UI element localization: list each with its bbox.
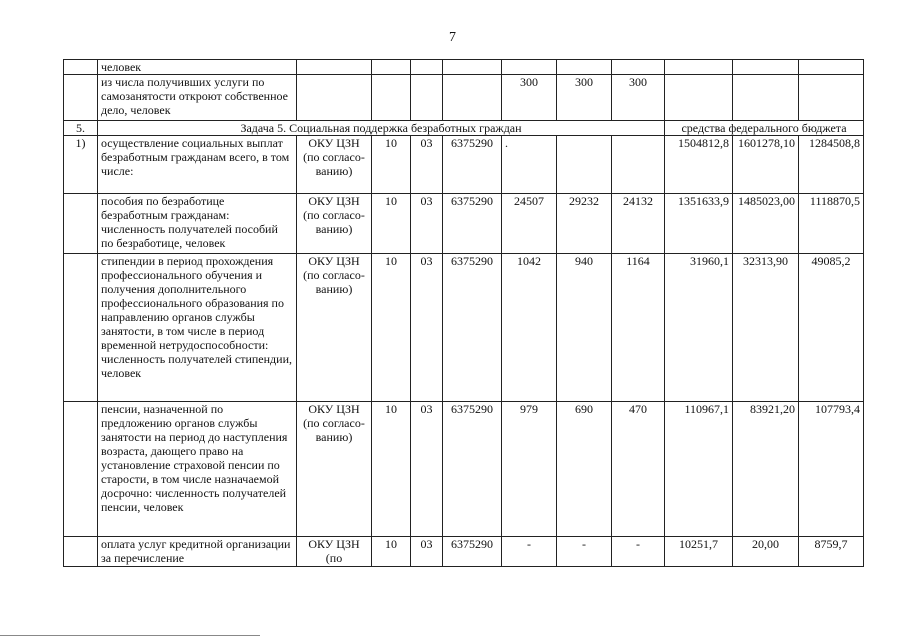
- page-number: 7: [449, 30, 456, 45]
- description-cell: пенсии, назначенной по предложению органов службы занятости на период до наступления возраста, дающего право на установление страховой пенсии по старости, в том числе назначаемой досрочно: численность получателей пенсии, человек: [98, 402, 297, 537]
- row-number-cell: [64, 402, 98, 537]
- table-row: [64, 537, 864, 567]
- indicator-cell: 1164: [612, 254, 665, 402]
- funding-cell: [733, 60, 799, 75]
- code-cell: [443, 75, 502, 121]
- executor-cell: ОКУ ЦЗН (по согласо- ванию): [297, 194, 372, 254]
- funding-cell: [799, 60, 864, 75]
- funding-cell: 83921,20: [733, 402, 799, 537]
- indicator-cell: 300: [557, 75, 612, 121]
- code-cell: 6375290: [443, 402, 502, 537]
- funding-cell: 110967,1: [665, 402, 733, 537]
- code-cell: [372, 60, 411, 75]
- executor-cell: ОКУ ЦЗН (по согласо- ванию): [297, 254, 372, 402]
- code-cell: 6375290: [443, 194, 502, 254]
- code-cell: 03: [411, 254, 443, 402]
- code-cell: 03: [411, 537, 443, 567]
- funding-cell: [733, 75, 799, 121]
- task-row: [64, 121, 864, 136]
- funding-source: средства федерального бюджета: [665, 121, 864, 136]
- executor-cell: ОКУ ЦЗН (по согласо- ванию): [297, 402, 372, 537]
- funding-cell: 10251,7: [665, 537, 733, 567]
- code-cell: 6375290: [443, 136, 502, 194]
- funding-cell: 1284508,8: [799, 136, 864, 194]
- indicator-cell: -: [502, 537, 557, 567]
- code-cell: 10: [372, 254, 411, 402]
- indicator-cell: [612, 60, 665, 75]
- executor-cell: [297, 60, 372, 75]
- indicator-cell: 690: [557, 402, 612, 537]
- indicator-cell: 940: [557, 254, 612, 402]
- row-number-cell: [64, 254, 98, 402]
- executor-cell: ОКУ ЦЗН (по: [297, 537, 372, 567]
- task-title: Задача 5. Социальная поддержка безработных граждан: [98, 121, 665, 136]
- funding-cell: 8759,7: [799, 537, 864, 567]
- indicator-cell: 1042: [502, 254, 557, 402]
- table-row: [64, 402, 864, 537]
- table-row: [64, 194, 864, 254]
- code-cell: 03: [411, 136, 443, 194]
- funding-cell: 1351633,9: [665, 194, 733, 254]
- row-number-cell: [64, 60, 98, 75]
- code-cell: [443, 60, 502, 75]
- indicator-cell: [557, 136, 612, 194]
- indicator-cell: -: [612, 537, 665, 567]
- funding-cell: 1504812,8: [665, 136, 733, 194]
- funding-cell: 20,00: [733, 537, 799, 567]
- code-cell: 10: [372, 402, 411, 537]
- code-cell: 03: [411, 194, 443, 254]
- code-cell: [372, 75, 411, 121]
- table-row: [64, 60, 864, 75]
- footnote-rule: [0, 635, 260, 636]
- funding-cell: [665, 75, 733, 121]
- indicator-cell: 470: [612, 402, 665, 537]
- indicator-cell: 29232: [557, 194, 612, 254]
- funding-cell: 32313,90: [733, 254, 799, 402]
- funding-cell: 107793,4: [799, 402, 864, 537]
- code-cell: 03: [411, 402, 443, 537]
- indicator-cell: 300: [502, 75, 557, 121]
- code-cell: 10: [372, 136, 411, 194]
- code-cell: 6375290: [443, 537, 502, 567]
- funding-cell: [665, 60, 733, 75]
- code-cell: 6375290: [443, 254, 502, 402]
- row-number-cell: 5.: [64, 121, 98, 136]
- row-number-cell: [64, 194, 98, 254]
- code-cell: [411, 75, 443, 121]
- code-cell: [411, 60, 443, 75]
- description-cell: пособия по безработице безработным гражданам: численность получателей пособий по безработице, человек: [98, 194, 297, 254]
- indicator-cell: -: [557, 537, 612, 567]
- indicator-cell: 979: [502, 402, 557, 537]
- indicator-cell: 300: [612, 75, 665, 121]
- funding-cell: 49085,2: [799, 254, 864, 402]
- description-cell: стипендии в период прохождения профессионального обучения и получения дополнительного профессионального образования по направлению органов службы занятости, в том числе в период временной нетрудоспособности: численность получателей стипендии, человек: [98, 254, 297, 402]
- table-row: [64, 254, 864, 402]
- indicator-cell: .: [502, 136, 557, 194]
- row-number-cell: [64, 75, 98, 121]
- description-cell: человек: [98, 60, 297, 75]
- code-cell: 10: [372, 537, 411, 567]
- indicator-cell: [557, 60, 612, 75]
- description-cell: из числа получивших услуги по самозанятости откроют собственное дело, человек: [98, 75, 297, 121]
- description-cell: оплата услуг кредитной организации за перечисление: [98, 537, 297, 567]
- executor-cell: [297, 75, 372, 121]
- description-cell: осуществление социальных выплат безработным гражданам всего, в том числе:: [98, 136, 297, 194]
- program-table: [63, 59, 864, 567]
- funding-cell: 1485023,00: [733, 194, 799, 254]
- indicator-cell: 24132: [612, 194, 665, 254]
- indicator-cell: [612, 136, 665, 194]
- row-number-cell: 1): [64, 136, 98, 194]
- executor-cell: ОКУ ЦЗН (по согласо- ванию): [297, 136, 372, 194]
- funding-cell: [799, 75, 864, 121]
- code-cell: 10: [372, 194, 411, 254]
- indicator-cell: 24507: [502, 194, 557, 254]
- funding-cell: 31960,1: [665, 254, 733, 402]
- table-row: [64, 136, 864, 194]
- row-number-cell: [64, 537, 98, 567]
- funding-cell: 1601278,10: [733, 136, 799, 194]
- table-row: [64, 75, 864, 121]
- indicator-cell: [502, 60, 557, 75]
- funding-cell: 1118870,5: [799, 194, 864, 254]
